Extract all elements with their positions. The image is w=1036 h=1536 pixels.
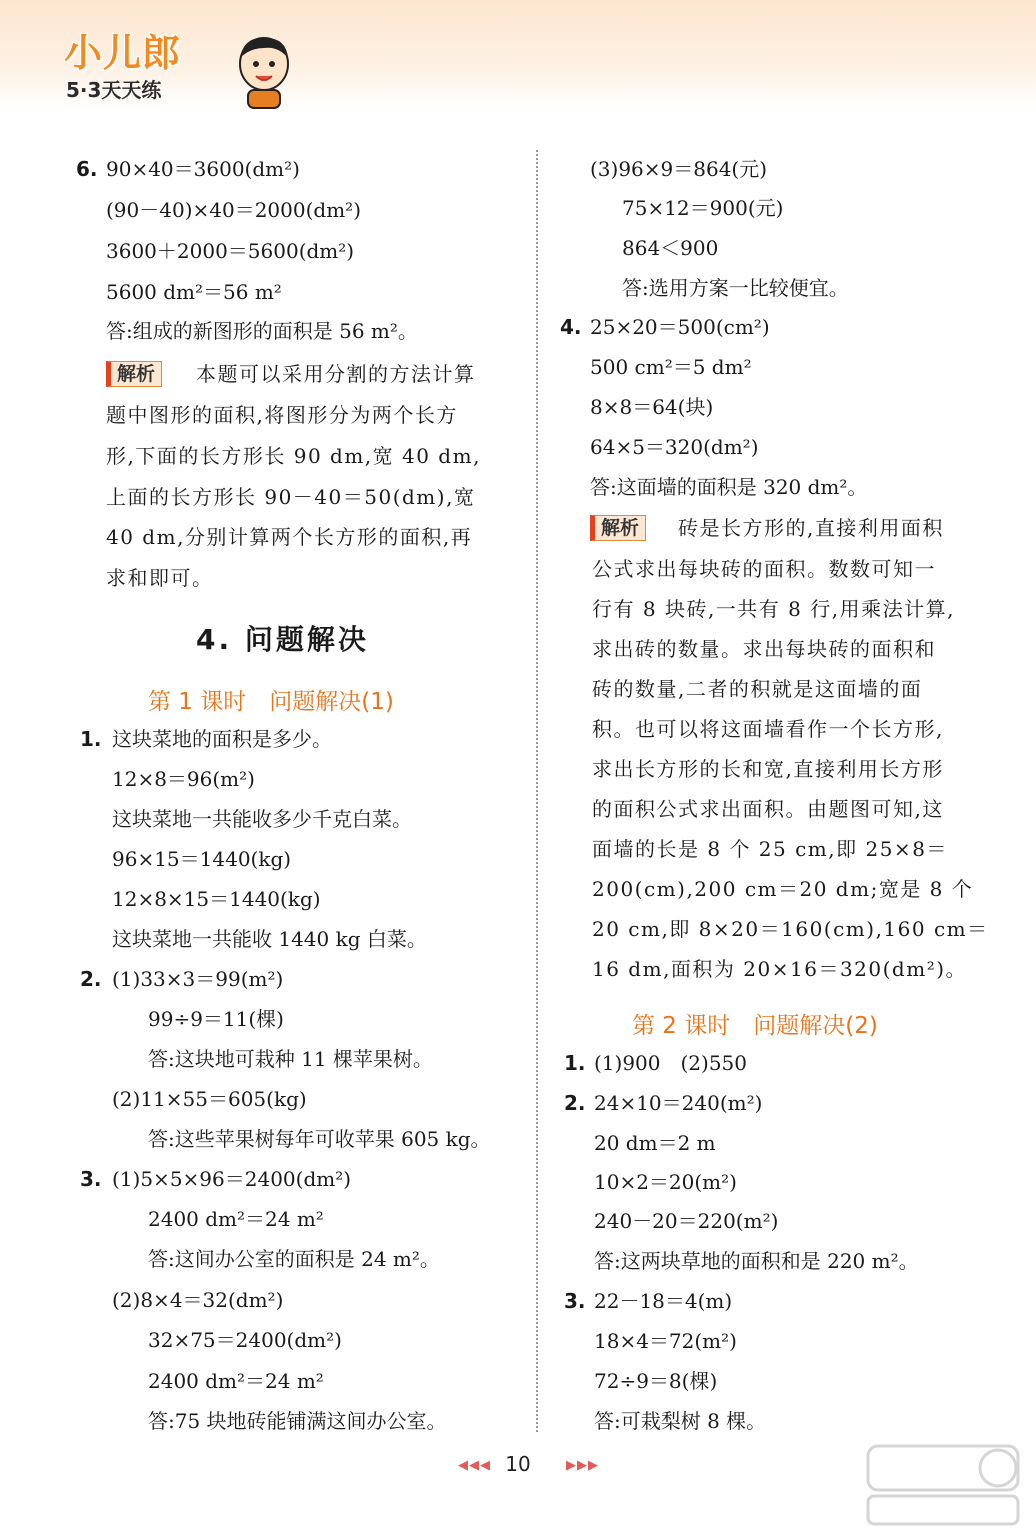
answer-line: 25×20＝500(cm²) [590, 315, 770, 339]
answer-line: 答:这两块草地的面积和是 220 m²。 [594, 1249, 919, 1273]
analysis-line: 求和即可。 [106, 566, 214, 590]
answer-line: 答:组成的新图形的面积是 56 m²。 [106, 319, 418, 343]
answer-line: 500 cm²＝5 dm² [590, 355, 752, 379]
answer-line: (1)5×5×96＝2400(dm²) [112, 1167, 352, 1191]
answer-line: 24×10＝240(m²) [594, 1091, 763, 1115]
analysis-line: 16 dm,面积为 20×16＝320(dm²)。 [592, 957, 968, 981]
answer-line: 18×4＝72(m²) [594, 1329, 737, 1353]
answer-line: (1)33×3＝99(m²) [112, 967, 284, 991]
question-number: 6. [76, 157, 98, 181]
question-number: 2. [80, 967, 102, 991]
answer-line: 答:选用方案一比较便宜。 [622, 276, 849, 300]
analysis-line: 的面积公式求出面积。由题图可知,这 [592, 797, 944, 821]
answer-line: 32×75＝2400(dm²) [148, 1328, 342, 1352]
answer-line: 答:这面墙的面积是 320 dm²。 [590, 475, 868, 499]
answer-line: 8×8＝64(块) [590, 395, 714, 419]
column-divider [536, 150, 538, 1432]
section-title: 4. 问题解决 [196, 623, 369, 656]
analysis-line: 题中图形的面积,将图形分为两个长方 [106, 403, 458, 427]
question-number: 3. [80, 1167, 102, 1191]
answer-line: 这块菜地的面积是多少。 [112, 727, 332, 751]
answer-line: 22－18＝4(m) [594, 1289, 733, 1313]
answer-line: 答:这间办公室的面积是 24 m²。 [148, 1247, 440, 1271]
answer-line: 75×12＝900(元) [622, 196, 784, 220]
question-number: 3. [564, 1289, 586, 1313]
answer-line: 5600 dm²＝56 m² [106, 280, 282, 304]
brand-logo [64, 22, 244, 108]
logo-sub-text: 5·3天天练 [66, 78, 162, 102]
answer-line: 90×40＝3600(dm²) [106, 157, 300, 181]
answer-line: (2)11×55＝605(kg) [112, 1087, 307, 1111]
mascot-icon [234, 34, 294, 110]
analysis-tag: 解析 [106, 361, 162, 387]
analysis-tag: 解析 [590, 515, 646, 541]
answer-line: 10×2＝20(m²) [594, 1170, 737, 1194]
answer-line: 答:75 块地砖能铺满这间办公室。 [148, 1409, 447, 1433]
answer-line: 这块菜地一共能收 1440 kg 白菜。 [112, 927, 427, 951]
analysis-line: 本题可以采用分割的方法计算 [196, 362, 476, 386]
analysis-line: 上面的长方形长 90－40＝50(dm),宽 [106, 485, 476, 509]
answer-line: (90－40)×40＝2000(dm²) [106, 198, 361, 222]
watermark-icon [860, 1440, 1030, 1530]
page-number: 10 [505, 1452, 531, 1476]
answer-line: (3)96×9＝864(元) [590, 157, 768, 181]
answer-line: 99÷9＝11(棵) [148, 1007, 284, 1031]
lesson-title: 第 2 课时 问题解决(2) [632, 1013, 878, 1039]
analysis-line: 20 cm,即 8×20＝160(cm),160 cm＝ [592, 917, 989, 941]
question-number: 1. [564, 1051, 586, 1075]
analysis-line: 积。也可以将这面墙看作一个长方形, [592, 717, 944, 741]
answer-line: (2)8×4＝32(dm²) [112, 1288, 284, 1312]
analysis-line: 砖是长方形的,直接利用面积 [678, 516, 944, 540]
prev-arrows-icon: ◀◀◀ [458, 1458, 491, 1473]
answer-line: 这块菜地一共能收多少千克白菜。 [112, 807, 412, 831]
answer-line: 64×5＝320(dm²) [590, 435, 759, 459]
answer-line: (1)900 (2)550 [594, 1051, 748, 1075]
question-number: 4. [560, 315, 582, 339]
answer-line: 答:这些苹果树每年可收苹果 605 kg。 [148, 1127, 491, 1151]
answer-line: 2400 dm²＝24 m² [148, 1369, 324, 1393]
answer-line: 96×15＝1440(kg) [112, 847, 292, 871]
answer-line: 20 dm＝2 m [594, 1131, 716, 1155]
answer-line: 答:可栽梨树 8 棵。 [594, 1409, 767, 1433]
analysis-line: 行有 8 块砖,一共有 8 行,用乘法计算, [592, 597, 955, 621]
answer-line: 12×8×15＝1440(kg) [112, 887, 321, 911]
answer-line: 12×8＝96(m²) [112, 767, 255, 791]
analysis-line: 公式求出每块砖的面积。数数可知一 [592, 557, 936, 581]
analysis-line: 求出长方形的长和宽,直接利用长方形 [592, 757, 944, 781]
answer-line: 3600＋2000＝5600(dm²) [106, 239, 355, 263]
analysis-line: 求出砖的数量。求出每块砖的面积和 [592, 637, 936, 661]
analysis-line: 面墙的长是 8 个 25 cm,即 25×8＝ [592, 837, 948, 861]
analysis-line: 形,下面的长方形长 90 dm,宽 40 dm, [106, 444, 481, 468]
answer-line: 72÷9＝8(棵) [594, 1369, 718, 1393]
analysis-line: 40 dm,分别计算两个长方形的面积,再 [106, 525, 473, 549]
answer-line: 答:这块地可栽种 11 棵苹果树。 [148, 1047, 433, 1071]
analysis-line: 砖的数量,二者的积就是这面墙的面 [592, 677, 923, 701]
answer-line: 240－20＝220(m²) [594, 1209, 779, 1233]
question-number: 2. [564, 1091, 586, 1115]
analysis-line: 200(cm),200 cm＝20 dm;宽是 8 个 [592, 877, 974, 901]
logo-main-text: 小儿郎 [64, 31, 182, 75]
answer-line: 2400 dm²＝24 m² [148, 1207, 324, 1231]
answer-line: 864＜900 [622, 236, 719, 260]
question-number: 1. [80, 727, 102, 751]
next-arrows-icon: ▶▶▶ [566, 1458, 599, 1473]
lesson-title: 第 1 课时 问题解决(1) [148, 689, 394, 715]
